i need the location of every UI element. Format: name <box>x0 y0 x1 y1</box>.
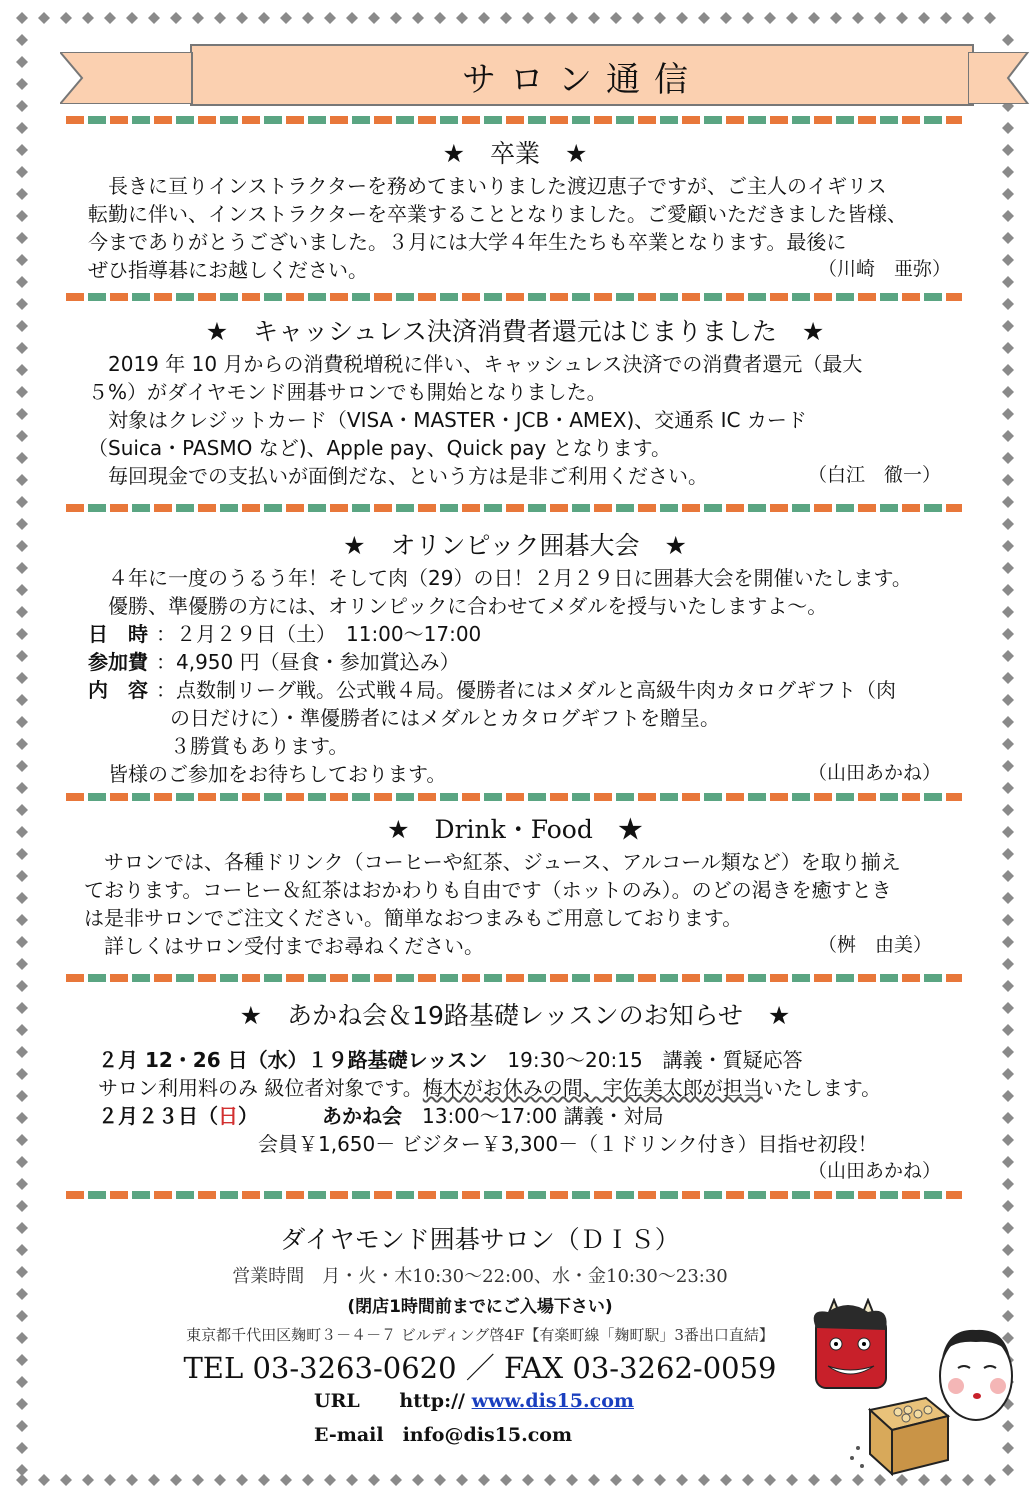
border-diamond <box>1002 518 1014 530</box>
detail-label: 参加費 <box>88 650 148 674</box>
border-diamond <box>16 782 28 794</box>
border-diamond <box>16 980 28 992</box>
border-diamond <box>1002 144 1014 156</box>
border-diamond <box>16 914 28 926</box>
border-diamond <box>368 12 380 24</box>
border-diamond <box>654 12 666 24</box>
border-diamond <box>1002 804 1014 816</box>
border-diamond <box>148 12 160 24</box>
olympic-closing: 皆様のご参加をお待ちしております。 <box>88 762 447 786</box>
section-title-akane: ★ あかね会＆19路基礎レッスンのお知らせ ★ <box>239 1001 791 1030</box>
oni-icon <box>814 1300 887 1388</box>
border-diamond <box>1002 738 1014 750</box>
title-banner <box>190 44 974 106</box>
cashless-line: 対象はクレジットカード（VISA・MASTER・JCB・AMEX)、交通系 IC カード <box>88 408 807 432</box>
border-diamond <box>16 848 28 860</box>
border-diamond <box>16 1046 28 1058</box>
border-diamond <box>16 254 28 266</box>
border-diamond <box>16 100 28 112</box>
border-diamond <box>16 298 28 310</box>
border-diamond <box>1002 1156 1014 1168</box>
border-diamond <box>16 760 28 772</box>
border-diamond <box>1002 1046 1014 1058</box>
signature: （山田あかね） <box>808 762 942 784</box>
lesson-line <box>98 1044 803 1073</box>
border-diamond <box>874 12 886 24</box>
border-diamond <box>170 12 182 24</box>
border-diamond <box>1002 694 1014 706</box>
border-diamond <box>16 452 28 464</box>
border-diamond <box>1002 1222 1014 1234</box>
border-diamond <box>214 12 226 24</box>
border-diamond <box>1002 936 1014 948</box>
email: E-mail info@dis15.com <box>314 1424 573 1446</box>
signature: （川崎 亜弥） <box>818 258 952 280</box>
border-diamond <box>1002 892 1014 904</box>
border-diamond <box>588 12 600 24</box>
border-diamond <box>16 606 28 618</box>
border-diamond <box>16 78 28 90</box>
border-diamond <box>16 650 28 662</box>
border-diamond <box>16 1024 28 1036</box>
border-diamond <box>16 144 28 156</box>
border-diamond <box>632 12 644 24</box>
business-hours: 営業時間 月・火・木10:30〜22:00、水・金10:30〜23:30 <box>232 1266 728 1287</box>
drink-line: ております。コーヒー＆紅茶はおかわりも自由です（ホットのみ）。のどの渇きを癒すとき <box>84 878 892 902</box>
border-diamond <box>1002 320 1014 332</box>
border-diamond <box>126 1474 138 1486</box>
border-diamond <box>544 12 556 24</box>
border-diamond <box>16 870 28 882</box>
border-diamond <box>38 1474 50 1486</box>
graduation-line: ぜひ指導碁にお越しください。 <box>88 258 368 282</box>
detail-value: ：4,950 円（昼食・参加賞込み） <box>156 650 460 674</box>
border-diamond <box>676 1474 688 1486</box>
border-diamond <box>16 1200 28 1212</box>
border-diamond <box>1002 716 1014 728</box>
border-diamond <box>16 166 28 178</box>
border-diamond <box>1002 1244 1014 1256</box>
border-diamond <box>16 738 28 750</box>
graduation-line: 長きに亘りインストラクターを務めてまいりました渡辺恵子ですが、ご主人のイギリス <box>88 174 887 198</box>
border-diamond <box>1002 210 1014 222</box>
website-link[interactable]: www.dis15.com <box>471 1390 634 1412</box>
border-diamond <box>104 1474 116 1486</box>
border-diamond <box>984 12 996 24</box>
border-diamond <box>1002 1024 1014 1036</box>
border-diamond <box>764 12 776 24</box>
border-diamond <box>1002 782 1014 794</box>
akane-time: 13:00〜17:00 講義・対局 <box>402 1104 664 1128</box>
border-diamond <box>16 1420 28 1432</box>
border-diamond <box>610 1474 622 1486</box>
border-diamond <box>104 12 116 24</box>
border-diamond <box>16 1134 28 1146</box>
border-diamond <box>544 1474 556 1486</box>
border-diamond <box>1002 606 1014 618</box>
border-diamond <box>192 12 204 24</box>
border-diamond <box>1002 188 1014 200</box>
banner-ribbon-right <box>968 52 1030 104</box>
olympic-line: ４年に一度のうるう年！そして肉（29）の日！２月２９日に囲碁大会を開催いたします。 <box>88 566 912 590</box>
border-diamond <box>1002 826 1014 838</box>
border-diamond <box>236 12 248 24</box>
lesson-note-line <box>98 1072 881 1101</box>
border-diamond <box>16 1156 28 1168</box>
border-diamond <box>38 12 50 24</box>
setsubun-illustration <box>808 1298 1018 1478</box>
border-diamond <box>302 12 314 24</box>
border-diamond <box>500 12 512 24</box>
border-diamond <box>918 12 930 24</box>
bean-box-icon <box>850 1398 948 1474</box>
border-diamond <box>16 386 28 398</box>
border-diamond <box>1002 364 1014 376</box>
border-diamond <box>346 12 358 24</box>
border-diamond <box>16 1112 28 1124</box>
border-diamond <box>16 958 28 970</box>
border-diamond <box>302 1474 314 1486</box>
cashless-line: 毎回現金での支払いが面倒だな、という方は是非ご利用ください。 <box>88 464 708 488</box>
divider <box>66 116 962 124</box>
graduation-line: 転勤に伴い、インストラクターを卒業することとなりました。ご愛顧いただきました皆様、 <box>88 202 907 226</box>
detail-label: 内 容 <box>88 678 148 702</box>
lesson-note-end: いたします。 <box>762 1076 882 1100</box>
border-diamond <box>1002 386 1014 398</box>
border-diamond <box>16 716 28 728</box>
border-diamond <box>1002 1134 1014 1146</box>
border-diamond <box>1002 408 1014 420</box>
address: 東京都千代田区麹町３－４－７ ビルディング啓4F【有楽町線「麹町駅」3番出口直結】 <box>186 1326 774 1344</box>
border-diamond <box>1002 1178 1014 1190</box>
border-diamond <box>830 12 842 24</box>
page-title: サロン通信 <box>462 60 702 100</box>
border-diamond <box>742 1474 754 1486</box>
border-diamond <box>16 1398 28 1410</box>
border-diamond <box>1002 540 1014 552</box>
akane-date-text: ２月２３日（ <box>98 1104 218 1128</box>
detail-label: 日 時 <box>88 622 148 646</box>
border-diamond <box>126 12 138 24</box>
border-diamond <box>16 122 28 134</box>
border-diamond <box>1002 848 1014 860</box>
border-diamond <box>1002 474 1014 486</box>
border-diamond <box>1002 452 1014 464</box>
border-diamond <box>478 12 490 24</box>
tel-fax: TEL 03-3263-0620 ／ FAX 03-3262-0059 <box>183 1351 777 1385</box>
detail-value: ：２月２９日（土） 11:00〜17:00 <box>156 622 482 646</box>
border-diamond <box>1002 276 1014 288</box>
lesson-teacher-note: 梅木がお休みの間、宇佐美太郎が担当 <box>422 1076 763 1100</box>
border-diamond <box>16 694 28 706</box>
border-diamond <box>742 12 754 24</box>
border-diamond <box>1002 562 1014 574</box>
border-diamond <box>16 364 28 376</box>
border-diamond <box>16 1068 28 1080</box>
border-diamond <box>16 672 28 684</box>
border-diamond <box>434 1474 446 1486</box>
border-diamond <box>16 496 28 508</box>
border-diamond <box>1002 672 1014 684</box>
border-diamond <box>478 1474 490 1486</box>
border-diamond <box>16 584 28 596</box>
border-diamond <box>16 320 28 332</box>
url-prefix: http:// <box>399 1390 465 1412</box>
border-diamond <box>1002 254 1014 266</box>
border-diamond <box>412 1474 424 1486</box>
divider <box>66 293 962 301</box>
signature: （白江 徹一） <box>808 464 942 486</box>
border-diamond <box>808 12 820 24</box>
akane-name: あかね会 <box>322 1104 402 1128</box>
border-diamond <box>16 1090 28 1102</box>
border-diamond <box>896 12 908 24</box>
border-diamond <box>1002 1112 1014 1124</box>
border-diamond <box>16 188 28 200</box>
border-diamond <box>214 1474 226 1486</box>
border-diamond <box>16 518 28 530</box>
border-diamond <box>16 276 28 288</box>
border-diamond <box>1002 760 1014 772</box>
cashless-line: （Suica・PASMO など)、Apple pay、Quick pay となります。 <box>88 436 672 460</box>
border-diamond <box>720 1474 732 1486</box>
banner-ribbon-left <box>60 52 195 104</box>
border-diamond <box>192 1474 204 1486</box>
border-diamond <box>16 804 28 816</box>
border-diamond <box>258 1474 270 1486</box>
border-diamond <box>390 12 402 24</box>
border-diamond <box>654 1474 666 1486</box>
border-diamond <box>16 210 28 222</box>
border-diamond <box>1002 496 1014 508</box>
border-diamond <box>16 12 28 24</box>
border-diamond <box>324 1474 336 1486</box>
drink-line: 詳しくはサロン受付までお尋ねください。 <box>84 934 484 958</box>
border-diamond <box>1002 342 1014 354</box>
olympic-line: 優勝、準優勝の方には、オリンピックに合わせてメダルを授与いたしますよ〜。 <box>88 594 828 618</box>
border-diamond <box>434 12 446 24</box>
section-title-drink-food: ★ Drink・Food ★ <box>387 815 643 844</box>
border-diamond <box>280 12 292 24</box>
lesson-note: サロン利用料のみ 級位者対象です。 <box>98 1076 423 1100</box>
border-diamond <box>16 628 28 640</box>
border-diamond <box>522 12 534 24</box>
border-diamond <box>1002 166 1014 178</box>
divider <box>66 793 962 801</box>
border-diamond <box>632 1474 644 1486</box>
border-diamond <box>1002 1200 1014 1212</box>
border-diamond <box>258 12 270 24</box>
border-diamond <box>456 1474 468 1486</box>
border-diamond <box>1002 298 1014 310</box>
border-diamond <box>16 1178 28 1190</box>
cashless-line: ５%）がダイヤモンド囲碁サロンでも開始となりました。 <box>88 380 607 404</box>
border-diamond <box>1002 1090 1014 1102</box>
border-diamond <box>1002 958 1014 970</box>
border-diamond <box>1002 34 1014 46</box>
border-diamond <box>588 1474 600 1486</box>
section-title-olympic: ★ オリンピック囲碁大会 ★ <box>343 531 687 560</box>
border-diamond <box>16 540 28 552</box>
border-diamond <box>16 1464 28 1476</box>
border-diamond <box>962 12 974 24</box>
border-diamond <box>566 12 578 24</box>
divider <box>66 974 962 982</box>
border-diamond <box>720 12 732 24</box>
border-diamond <box>16 56 28 68</box>
border-diamond <box>522 1474 534 1486</box>
akane-date-close: ） <box>238 1104 258 1128</box>
border-diamond <box>1002 1002 1014 1014</box>
url-label: URL <box>314 1390 360 1412</box>
border-diamond <box>764 1474 776 1486</box>
border-diamond <box>786 1474 798 1486</box>
lesson-title: ２月 12・26 日（水）１９路基礎レッスン <box>98 1048 488 1072</box>
border-diamond <box>1002 1068 1014 1080</box>
border-diamond <box>412 12 424 24</box>
border-diamond <box>698 12 710 24</box>
akane-fees: 会員￥1,650－ ビジター￥3,300－（１ドリンク付き）目指せ初段！ <box>258 1132 878 1156</box>
border-diamond <box>368 1474 380 1486</box>
border-diamond <box>16 562 28 574</box>
border-diamond <box>456 12 468 24</box>
border-diamond <box>1002 870 1014 882</box>
border-diamond <box>610 12 622 24</box>
border-diamond <box>1002 980 1014 992</box>
border-diamond <box>82 1474 94 1486</box>
border-diamond <box>16 232 28 244</box>
url-line <box>314 1390 634 1412</box>
border-diamond <box>1002 1266 1014 1278</box>
detail-value: ：点数制リーグ戦。公式戦４局。優勝者にはメダルと高級牛肉カタログギフト（肉 <box>156 678 896 702</box>
border-diamond <box>236 1474 248 1486</box>
entry-note: (閉店1時間前までにご入場下さい) <box>347 1297 613 1317</box>
border-diamond <box>1002 628 1014 640</box>
section-title-graduation: ★ 卒業 ★ <box>442 139 588 168</box>
border-diamond <box>170 1474 182 1486</box>
signature: （山田あかね） <box>808 1160 942 1182</box>
border-diamond <box>82 12 94 24</box>
border-diamond <box>16 892 28 904</box>
akane-date <box>98 1100 258 1129</box>
border-diamond <box>16 1442 28 1454</box>
border-diamond <box>500 1474 512 1486</box>
border-diamond <box>16 34 28 46</box>
border-diamond <box>1002 122 1014 134</box>
salon-name: ダイヤモンド囲碁サロン（ＤＩＳ） <box>280 1225 680 1254</box>
border-diamond <box>676 12 688 24</box>
border-diamond <box>1002 584 1014 596</box>
border-diamond <box>390 1474 402 1486</box>
border-diamond <box>786 12 798 24</box>
border-diamond <box>16 430 28 442</box>
border-diamond <box>16 826 28 838</box>
border-diamond <box>16 342 28 354</box>
border-diamond <box>280 1474 292 1486</box>
border-diamond <box>852 12 864 24</box>
border-diamond <box>1002 430 1014 442</box>
border-diamond <box>16 408 28 420</box>
border-diamond <box>1002 914 1014 926</box>
border-diamond <box>1002 232 1014 244</box>
okame-icon <box>940 1330 1012 1420</box>
sunday-label: 日 <box>218 1104 238 1128</box>
border-diamond <box>698 1474 710 1486</box>
border-diamond <box>60 1474 72 1486</box>
border-diamond <box>346 1474 358 1486</box>
border-diamond <box>16 936 28 948</box>
border-diamond <box>148 1474 160 1486</box>
drink-line: サロンでは、各種ドリンク（コーヒーや紅茶、ジュース、アルコール類など）を取り揃え <box>84 850 901 874</box>
divider <box>66 1191 962 1199</box>
signature: （桝 由美） <box>818 934 933 956</box>
border-diamond <box>1002 650 1014 662</box>
cashless-line: 2019 年 10 月からの消費税増税に伴い、キャッシュレス決済での消費者還元（最大 <box>88 352 863 376</box>
border-diamond <box>940 12 952 24</box>
border-diamond <box>16 474 28 486</box>
border-diamond <box>60 12 72 24</box>
border-diamond <box>324 12 336 24</box>
olympic-line: の日だけに）・準優勝者にはメダルとカタログギフトを贈呈。 <box>170 706 720 730</box>
drink-line: は是非サロンでご注文ください。簡単なおつまみもご用意しております。 <box>84 906 743 930</box>
akane-info <box>322 1100 664 1129</box>
border-diamond <box>566 1474 578 1486</box>
divider <box>66 504 962 512</box>
border-diamond <box>16 1002 28 1014</box>
graduation-line: 今までありがとうございました。３月には大学４年生たちも卒業となります。最後に <box>88 230 847 254</box>
section-title-cashless: ★ キャッシュレス決済消費者還元はじまりました ★ <box>205 317 825 346</box>
olympic-line: ３勝賞もあります。 <box>170 734 349 758</box>
lesson-time: 19:30〜20:15 講義・質疑応答 <box>487 1048 803 1072</box>
